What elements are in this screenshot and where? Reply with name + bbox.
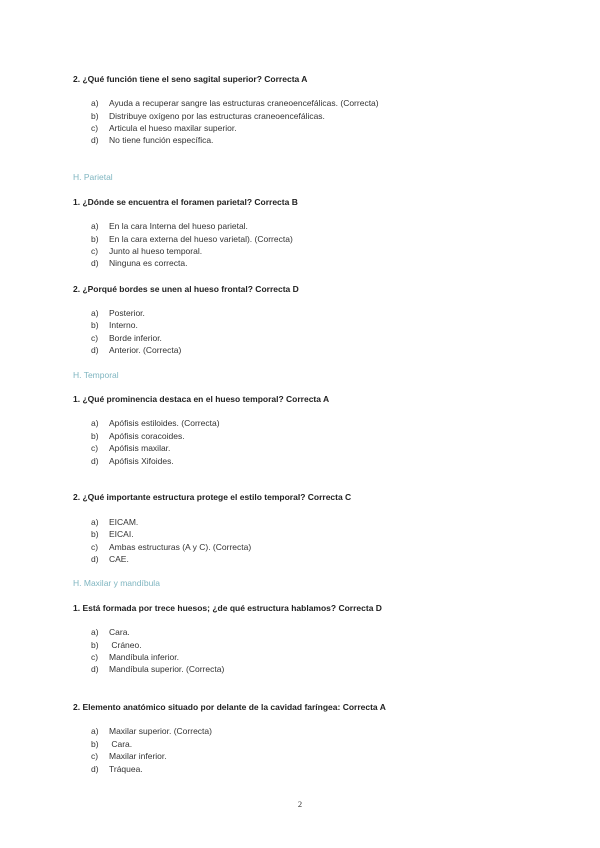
option-text: Posterior. [109,308,145,318]
question-title: 1. ¿Qué prominencia destaca en el hueso temporal? Correcta A [73,394,330,404]
option-letter: d) [91,456,99,466]
option-text: Cráneo. [109,640,142,650]
answer-option [91,431,185,441]
answer-option [91,308,145,318]
option-text: Interno. [109,320,138,330]
answer-option [91,234,293,244]
answer-option [91,664,224,674]
answer-option [91,221,248,231]
option-letter: b) [91,739,99,749]
option-text: EICAI. [109,529,134,539]
answer-option [91,135,213,145]
option-letter: b) [91,431,99,441]
section-heading: H. Maxilar y mandíbula [73,578,160,588]
option-text: Maxilar superior. (Correcta) [109,726,212,736]
option-letter: c) [91,333,99,343]
option-letter: c) [91,123,99,133]
option-text: Articula el hueso maxilar superior. [109,123,237,133]
option-text: Anterior. (Correcta) [109,345,182,355]
option-letter: a) [91,726,99,736]
option-text: Cara. [109,739,133,749]
question-title: 1. ¿Dónde se encuentra el foramen parietal? Correcta B [73,197,298,207]
option-text: Tráquea. [109,764,143,774]
option-text: Mandíbula superior. (Correcta) [109,664,225,674]
answer-option [91,320,138,330]
option-letter: c) [91,652,99,662]
option-letter: a) [91,308,99,318]
answer-option [91,98,379,108]
option-letter: a) [91,98,99,108]
option-letter: a) [91,627,99,637]
answer-option [91,123,237,133]
option-text: Apófisis maxilar. [109,443,171,453]
option-text: CAE. [109,554,129,564]
answer-option [91,517,138,527]
answer-option [91,333,162,343]
answer-option [91,345,181,355]
answer-option [91,246,202,256]
option-letter: b) [91,111,99,121]
option-text: Cara. [109,627,130,637]
option-letter: c) [91,246,99,256]
answer-option [91,529,134,539]
option-letter: d) [91,764,99,774]
option-text: En la cara externa del hueso varietal). (Correcta) [109,234,293,244]
option-letter: b) [91,640,99,650]
answer-option [91,726,212,736]
option-letter: c) [91,443,99,453]
answer-option [91,554,129,564]
option-text: Distribuye oxígeno por las estructuras craneoencefálicas. [109,111,325,121]
option-letter: a) [91,418,99,428]
option-text: Apófisis Xifoides. [109,456,174,466]
option-text: En la cara Interna del hueso parietal. [109,221,248,231]
option-text: EICAM. [109,517,139,527]
option-letter: b) [91,529,99,539]
option-text: Apófisis estiloides. (Correcta) [109,418,220,428]
option-text: Mandíbula inferior. [109,652,179,662]
answer-option [91,456,174,466]
option-text: Apófisis coracoides. [109,431,185,441]
answer-option [91,627,130,637]
option-text: Ayuda a recuperar sangre las estructuras craneoencefálicas. (Correcta) [109,98,379,108]
answer-option [91,739,132,749]
option-text: Maxilar inferior. [109,751,167,761]
page-number: 2 [297,799,303,809]
question-title: 2. ¿Porqué bordes se unen al hueso frontal? Correcta D [73,284,299,294]
option-letter: d) [91,664,99,674]
option-letter: d) [91,554,99,564]
option-letter: d) [91,258,99,268]
option-letter: d) [91,345,99,355]
option-text: Junto al hueso temporal. [109,246,203,256]
answer-option [91,764,143,774]
option-text: No tiene función específica. [109,135,214,145]
option-text: Ambas estructuras (A y C). (Correcta) [109,542,252,552]
option-letter: b) [91,234,99,244]
option-letter: b) [91,320,99,330]
question-title: 2. ¿Qué función tiene el seno sagital superior? Correcta A [73,74,308,84]
answer-option [91,640,142,650]
answer-option [91,258,187,268]
answer-option [91,751,167,761]
section-heading: H. Parietal [73,172,113,182]
option-letter: c) [91,542,99,552]
option-letter: d) [91,135,99,145]
answer-option [91,418,220,428]
question-title: 2. ¿Qué importante estructura protege el estilo temporal? Correcta C [73,492,352,502]
answer-option [91,443,170,453]
answer-option [91,652,179,662]
option-letter: a) [91,517,99,527]
option-text: Ninguna es correcta. [109,258,188,268]
option-letter: c) [91,751,99,761]
section-heading: H. Temporal [73,370,119,380]
question-title: 1. Está formada por trece huesos; ¿de qué estructura hablamos? Correcta D [73,603,382,613]
option-letter: a) [91,221,99,231]
option-text: Borde inferior. [109,333,162,343]
answer-option [91,542,251,552]
question-title: 2. Elemento anatómico situado por delante de la cavidad faríngea: Correcta A [73,702,386,712]
answer-option [91,111,325,121]
